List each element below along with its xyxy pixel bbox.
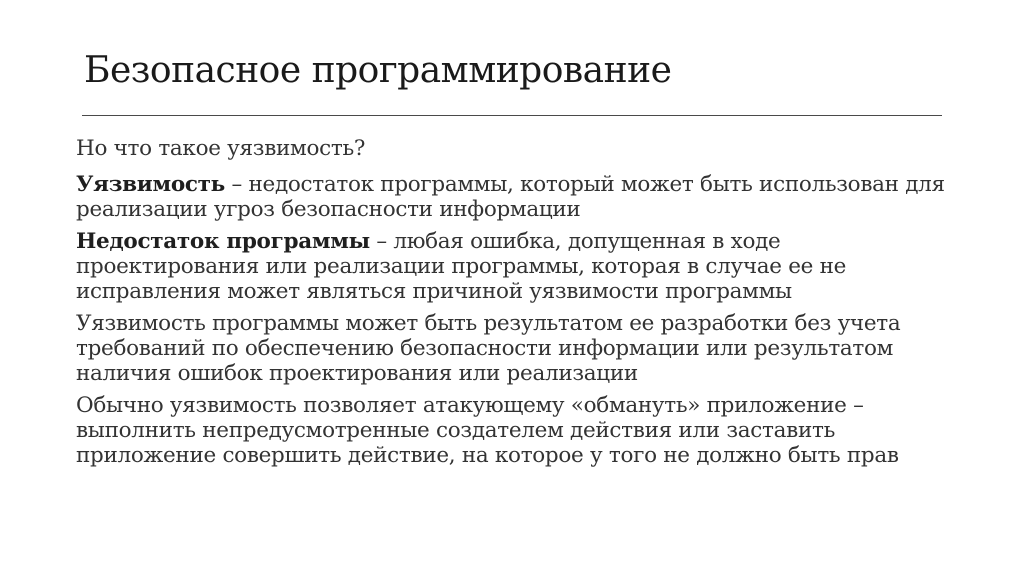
slide-title: Безопасное программирование [84, 50, 672, 91]
paragraph-vulnerability-effect [76, 393, 956, 468]
paragraph-text: – недостаток программы, который может быть использован для реализации угроз безопасности информации [76, 172, 945, 222]
paragraph-text: Обычно уязвимость позволяет атакующему «обмануть» приложение – выполнить непредусмотренные создателем действия или заставить приложение совершить действие, на которое у того не должно быть прав [76, 393, 899, 468]
title-divider [82, 115, 942, 116]
slide-body [76, 136, 956, 475]
paragraph-text: – любая ошибка, допущенная в ходе проектирования или реализации программы, которая в случае ее не исправления может являться причиной уязвимости программы [76, 229, 847, 304]
paragraph-text: Но что такое уязвимость? [76, 136, 366, 161]
paragraph-text: Уязвимость программы может быть результатом ее разработки без учета требований по обеспечению безопасности информации или результатом наличия ошибок проектирования или реализации [76, 311, 901, 386]
term-vulnerability: Уязвимость [76, 172, 225, 197]
paragraph-vulnerability-definition [76, 172, 956, 222]
paragraph-vulnerability-origin [76, 311, 956, 386]
term-program-flaw: Недостаток программы [76, 229, 370, 254]
paragraph-question [76, 136, 956, 161]
paragraph-flaw-definition [76, 229, 956, 304]
